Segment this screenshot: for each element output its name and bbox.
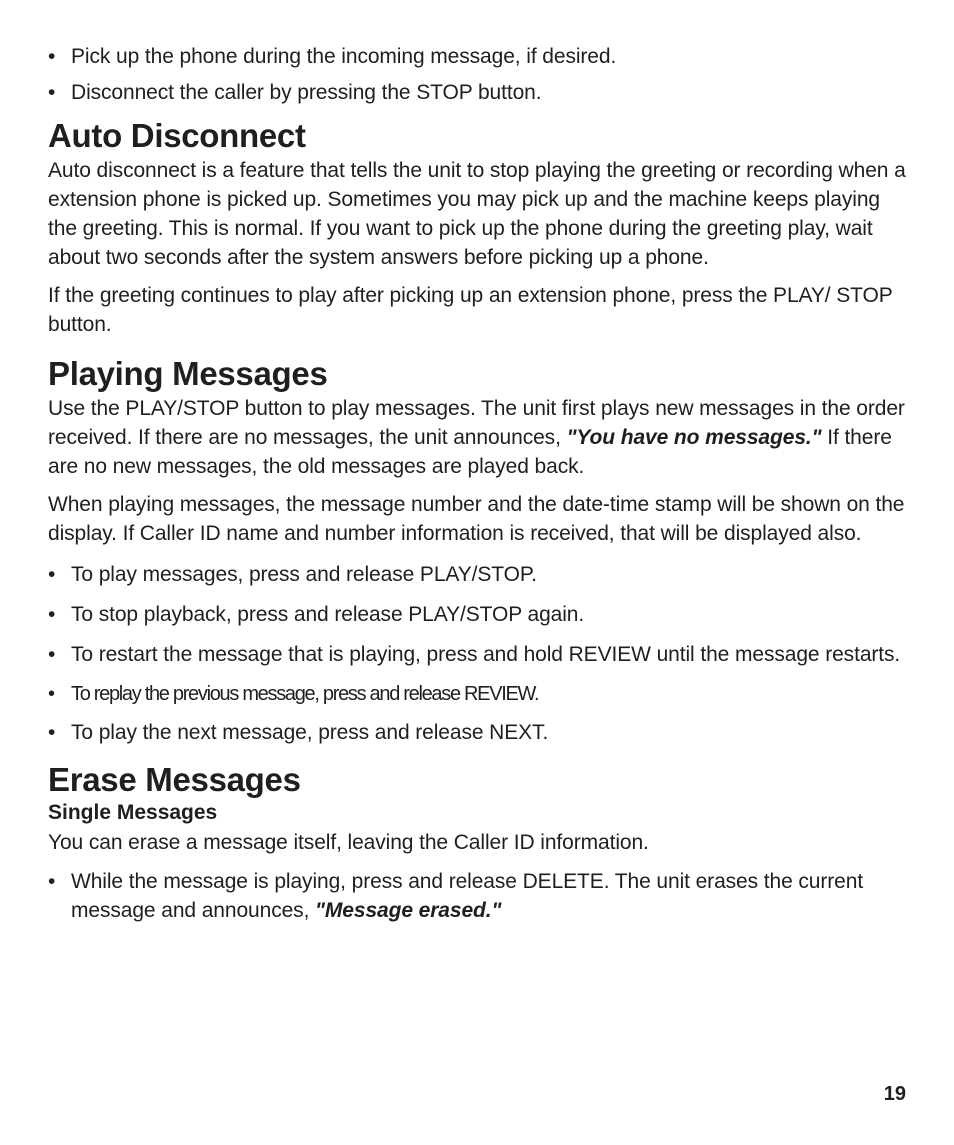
manual-page: [48, 42, 908, 925]
auto-disconnect-heading: Auto Disconnect: [48, 117, 306, 154]
page-number: 19: [883, 1083, 906, 1105]
erase-bullet-list: [48, 867, 908, 925]
erase-messages-heading: Erase Messages: [48, 761, 301, 798]
single-messages-subheading: Single Messages: [48, 801, 218, 824]
playing-messages-paragraph: [48, 394, 908, 481]
list-item: • To stop playback, press and release PLAY/STOP again.: [48, 600, 908, 629]
list-item-text: While the message is playing, press and release DELETE. The unit erases the current message and announces,: [71, 870, 864, 922]
playing-messages-paragraph-2: When playing messages, the message number and the date-time stamp will be shown on the display. If Caller ID name and number information is received, that will be displayed also.: [48, 493, 905, 545]
list-item: • To play messages, press and release PLAY/STOP.: [48, 560, 908, 589]
list-item: [48, 867, 908, 925]
auto-disconnect-paragraph-2: If the greeting continues to play after picking up an extension phone, press the PLAY/ STOP button.: [48, 284, 893, 336]
paragraph-text: Use the PLAY/STOP button to play messages. The unit first plays new messages in the order received. If there are no messages, the unit announces,: [48, 397, 905, 449]
playing-bullet-list: [48, 560, 908, 747]
announcement-quote: "Message erased.": [315, 899, 502, 922]
announcement-quote: "You have no messages.": [566, 426, 822, 449]
intro-bullet-list: [48, 42, 908, 107]
list-item: • Disconnect the caller by pressing the STOP button.: [48, 78, 908, 107]
list-item: • Pick up the phone during the incoming message, if desired.: [48, 42, 908, 71]
list-item: • To play the next message, press and release NEXT.: [48, 718, 908, 747]
list-item: • To replay the previous message, press and release REVIEW.: [48, 680, 908, 709]
erase-paragraph: You can erase a message itself, leaving the Caller ID information.: [48, 831, 649, 854]
paragraph-text: If there are no new messages, the old messages are played back.: [48, 426, 892, 478]
auto-disconnect-paragraph: Auto disconnect is a feature that tells the unit to stop playing the greeting or recording when a extension phone is picked up. Sometimes you may pick up and the machine keeps playing the greeting. This is normal. If you want to pick up the phone during the greeting play, wait about two seconds after the system answers before picking up a phone.: [48, 159, 906, 269]
playing-messages-heading: Playing Messages: [48, 355, 328, 392]
list-item: • To restart the message that is playing, press and hold REVIEW until the message restarts.: [48, 640, 908, 669]
